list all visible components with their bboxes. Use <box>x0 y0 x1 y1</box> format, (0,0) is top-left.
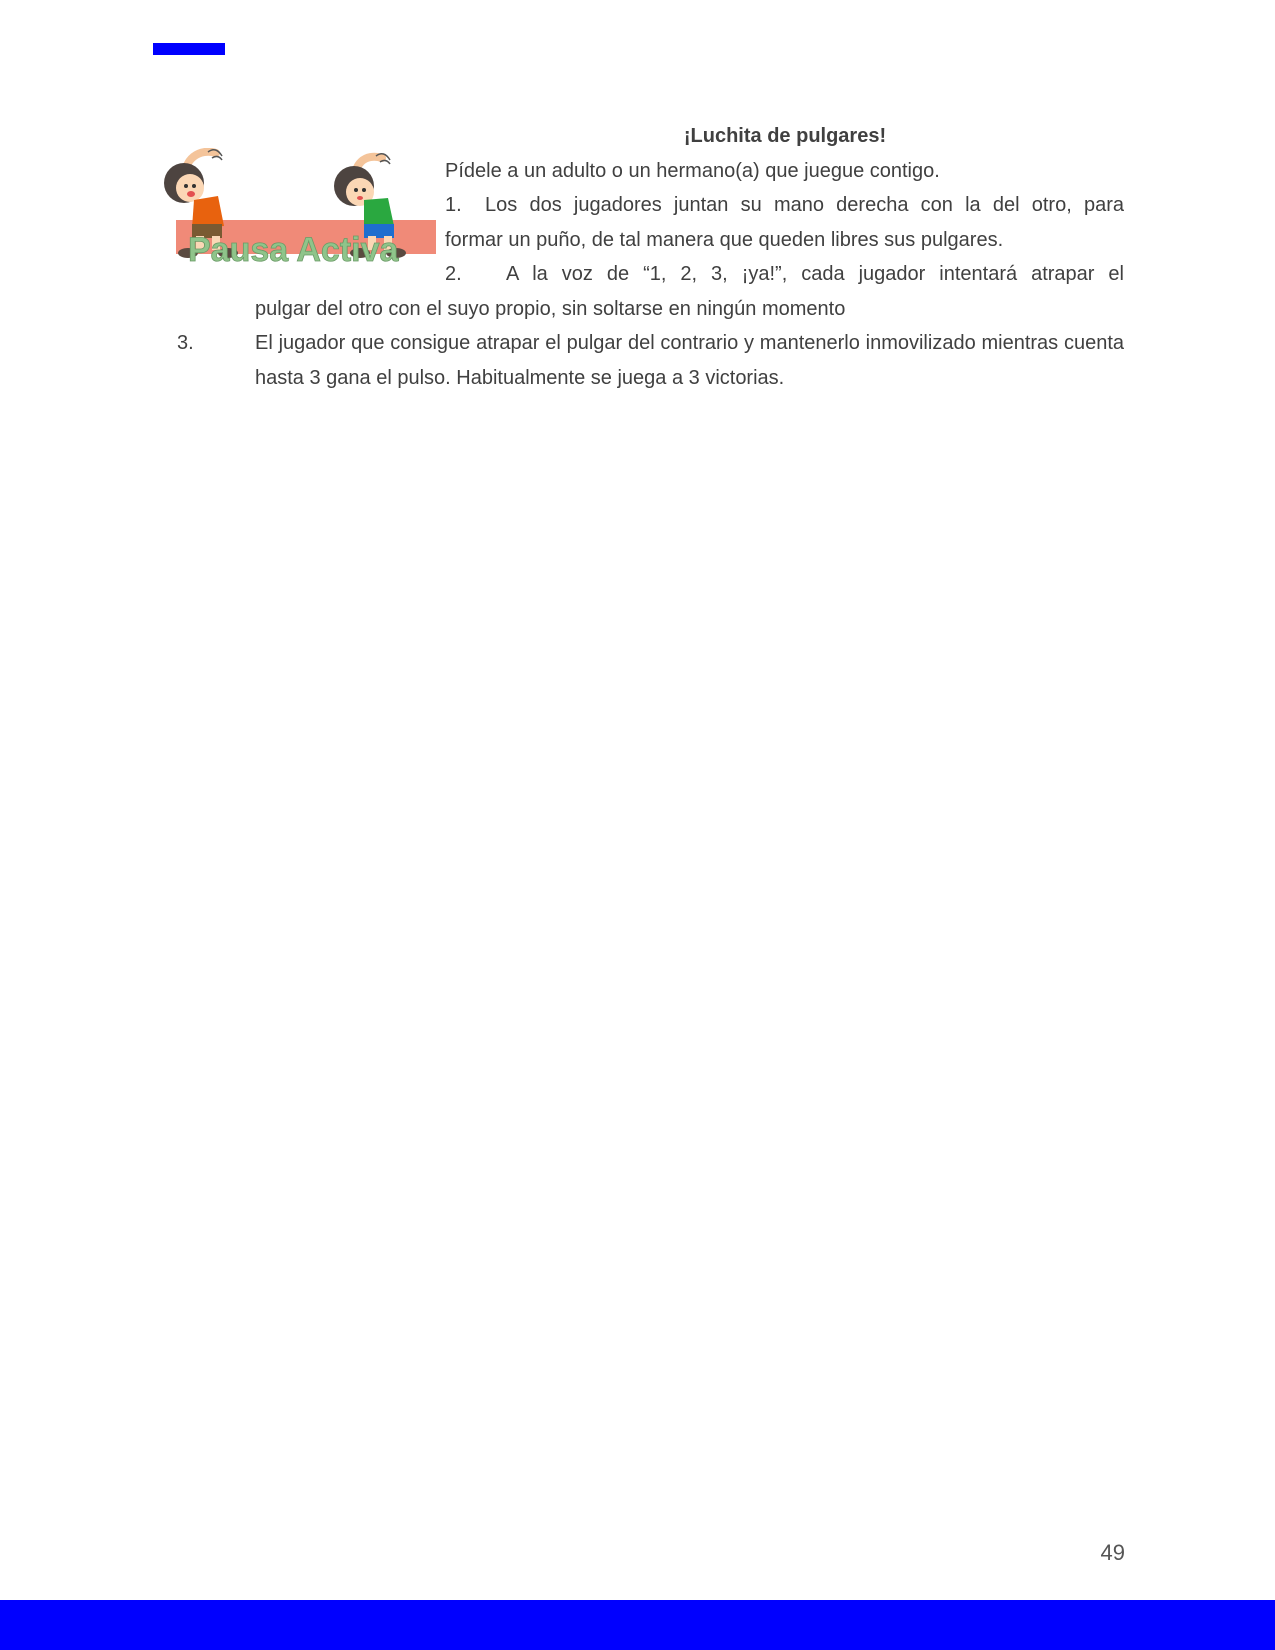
activity-intro: Pídele a un adulto o un hermano(a) que juegue contigo. <box>445 159 940 182</box>
step-2-continuation: pulgar del otro con el suyo propio, sin soltarse en ningún momento <box>255 297 846 320</box>
step-3-text: El jugador que consigue atrapar el pulgar del contrario y mantenerlo inmovilizado mientras cuenta hasta 3 gana el pulso. Habitualmente se juega a 3 victorias. <box>255 332 1124 389</box>
step-1-line1: Los dos jugadores juntan su mano derecha con la del otro, para <box>485 194 1124 216</box>
step-1-number: 1. <box>445 194 462 216</box>
step-2-line1: A la voz de “1, 2, 3, ¡ya!”, cada jugador intentará atrapar el <box>506 263 1124 285</box>
step-1-continuation: formar un puño, de tal manera que queden libres sus pulgares. <box>445 228 1004 251</box>
footer-bar <box>0 1600 1275 1650</box>
step-3 <box>177 326 1124 395</box>
activity-title: ¡Luchita de pulgares! <box>683 125 887 147</box>
step-1 <box>216 188 1124 223</box>
header-accent-bar <box>153 43 225 55</box>
step-3-number: 3. <box>177 332 194 354</box>
pausa-activa-label: Pausa Activa <box>188 231 399 268</box>
activity-text <box>177 119 1124 395</box>
step-2 <box>216 257 1124 292</box>
step-2-number: 2. <box>445 263 462 285</box>
page-number: 49 <box>1100 1540 1125 1565</box>
